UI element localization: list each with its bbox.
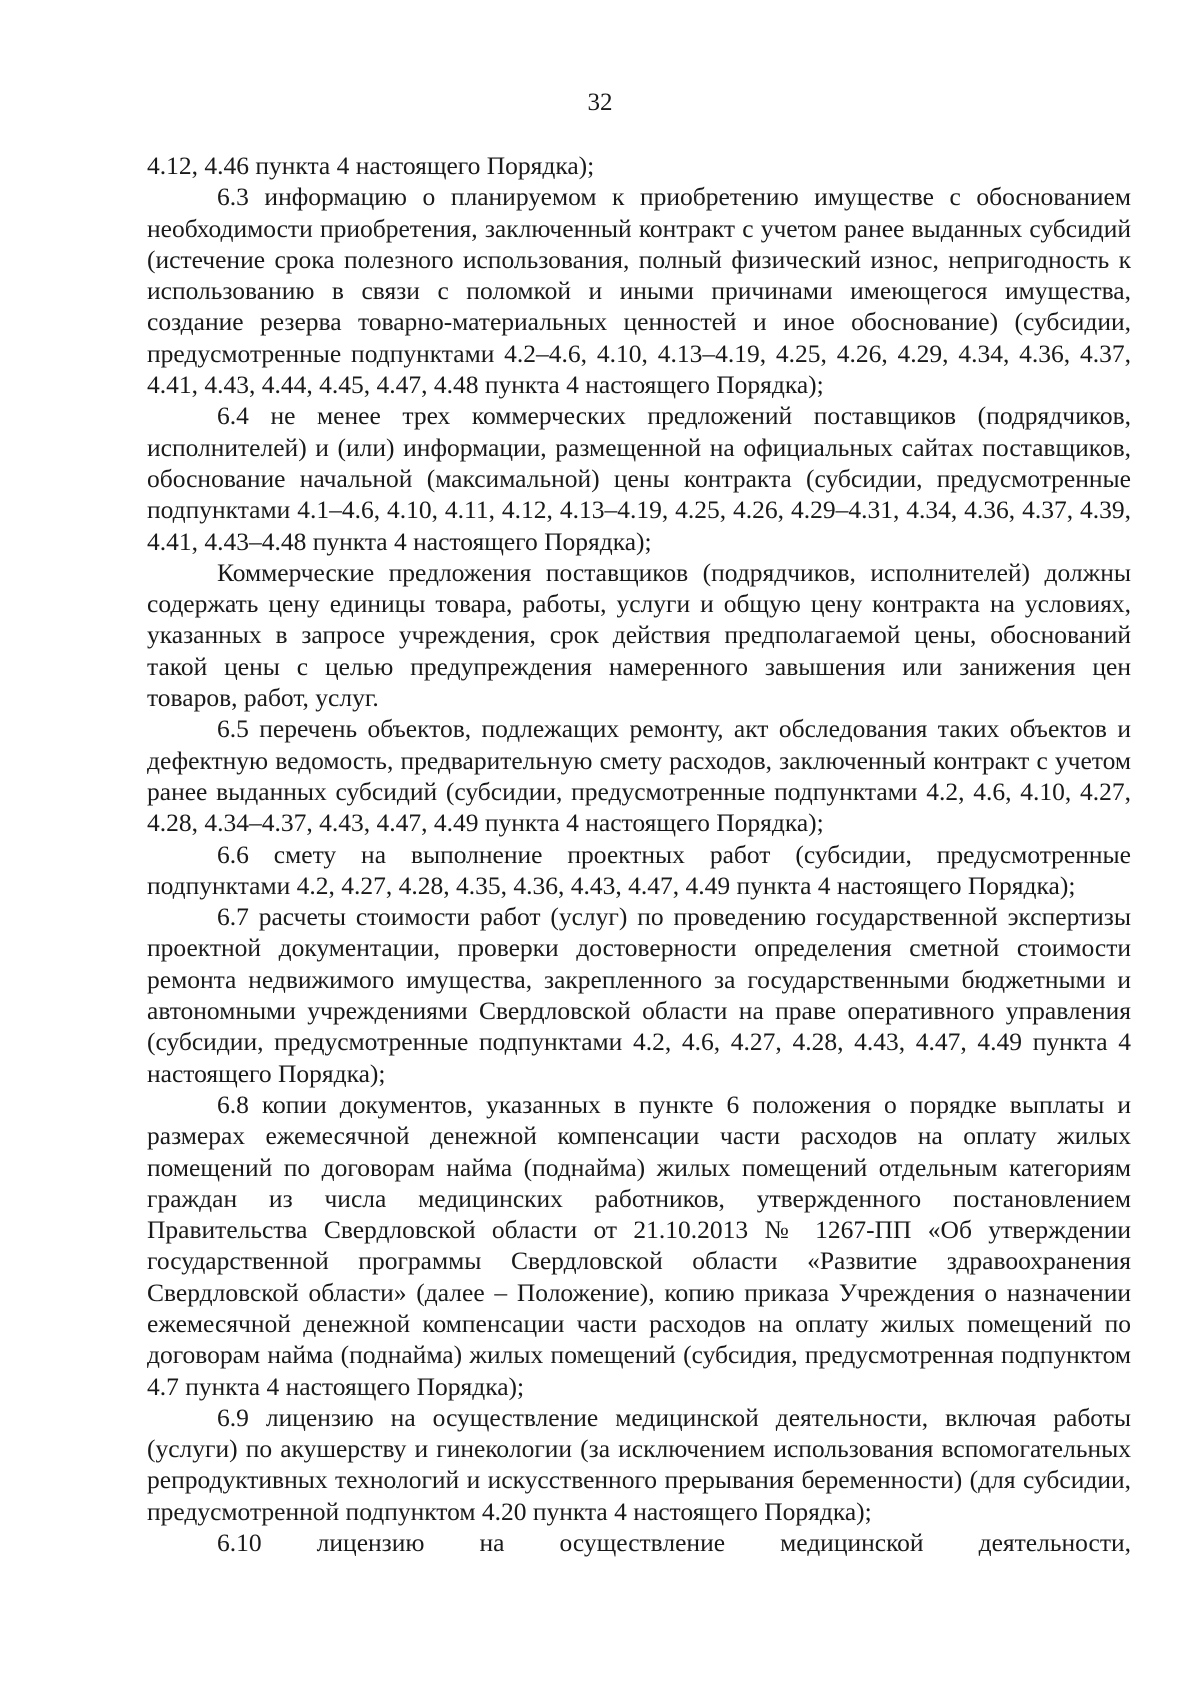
paragraph-6-9: 6.9 лицензию на осуществление медицинской деятельности, включая работы (услуги) по акушерству и гинекологии (за исключением использования вспомогательных репродуктивных технологий и искусственного прерывания беременности) (для субсидии, предусмотренной подпунктом 4.20 пункта 4 настоящего Порядка); xyxy=(147,1402,1131,1526)
paragraph-6-7: 6.7 расчеты стоимости работ (услуг) по проведению государственной экспертизы проектной документации, проверки достоверности определения сметной стоимости ремонта недвижимого имущества, закрепленного за государственными бюджетными и автономными учреждениями Свердловской области на праве оперативного управления (субсидии, предусмотренные подпунктами 4.2, 4.6, 4.27, 4.28, 4.43, 4.47, 4.49 пункта 4 настоящего Порядка); xyxy=(147,902,1131,1088)
paragraph-6-4: 6.4 не менее трех коммерческих предложений поставщиков (подрядчиков, исполнителей) и (или) информации, размещенной на официальных сайтах поставщиков, обоснование начальной (максимальной) цены контракта (субсидии, предусмотренные подпунктами 4.1–4.6, 4.10, 4.11, 4.12, 4.13–4.19, 4.25, 4.26, 4.29–4.31, 4.34, 4.36, 4.37, 4.39, 4.41, 4.43–4.48 пункта 4 настоящего Порядка); xyxy=(147,401,1131,556)
paragraph-continuation: 4.12, 4.46 пункта 4 настоящего Порядка); xyxy=(147,151,595,180)
paragraph-6-6: 6.6 смету на выполнение проектных работ (субсидии, предусмотренные подпунктами 4.2, 4.27, 4.28, 4.35, 4.36, 4.43, 4.47, 4.49 пункта 4 настоящего Порядка); xyxy=(147,839,1131,900)
paragraph-6-3: 6.3 информацию о планируемом к приобретению имуществе с обоснованием необходимости приобретения, заключенный контракт с учетом ранее выданных субсидий (истечение срока полезного использования, полный физический износ, непригодность к использованию в связи с поломкой и иными причинами имеющегося имущества, создание резерва товарно-материальных ценностей и иное обоснование) (субсидии, предусмотренные подпунктами 4.2–4.6, 4.10, 4.13–4.19, 4.25, 4.26, 4.29, 4.34, 4.36, 4.37, 4.41, 4.43, 4.44, 4.45, 4.47, 4.48 пункта 4 настоящего Порядка); xyxy=(147,182,1131,400)
document-body xyxy=(147,150,1131,1558)
paragraph-6-8: 6.8 копии документов, указанных в пункте 6 положения о порядке выплаты и размерах ежемесячной денежной компенсации части расходов на оплату жилых помещений по договорам найма (поднайма) жилых помещений отдельным категориям граждан из числа медицинских работников, утвержденного постановлением Правительства Свердловской области от 21.10.2013 № 1267-ПП «Об утверждении государственной программы Свердловской области «Развитие здравоохранения Свердловской области» (далее – Положение), копию приказа Учреждения о назначении ежемесячной денежной компенсации части расходов на оплату жилых помещений по договорам найма (поднайма) жилых помещений (субсидия, предусмотренная подпунктом 4.7 пункта 4 настоящего Порядка); xyxy=(147,1089,1131,1401)
paragraph-commercial-offers: Коммерческие предложения поставщиков (подрядчиков, исполнителей) должны содержать цену единицы товара, работы, услуги и общую цену контракта на условиях, указанных в запросе учреждения, срок действия предполагаемой цены, обоснований такой цены с целью предупреждения намеренного завышения или занижения цен товаров, работ, услуг. xyxy=(147,557,1131,713)
page-number: 32 xyxy=(587,89,613,116)
paragraph-6-5: 6.5 перечень объектов, подлежащих ремонту, акт обследования таких объектов и дефектную ведомость, предварительную смету расходов, заключенный контракт с учетом ранее выданных субсидий (субсидии, предусмотренные подпунктами 4.2, 4.6, 4.10, 4.27, 4.28, 4.34–4.37, 4.43, 4.47, 4.49 пункта 4 настоящего Порядка); xyxy=(147,714,1131,838)
paragraph-6-10: 6.10 лицензию на осуществление медицинской деятельности, xyxy=(217,1528,1131,1558)
